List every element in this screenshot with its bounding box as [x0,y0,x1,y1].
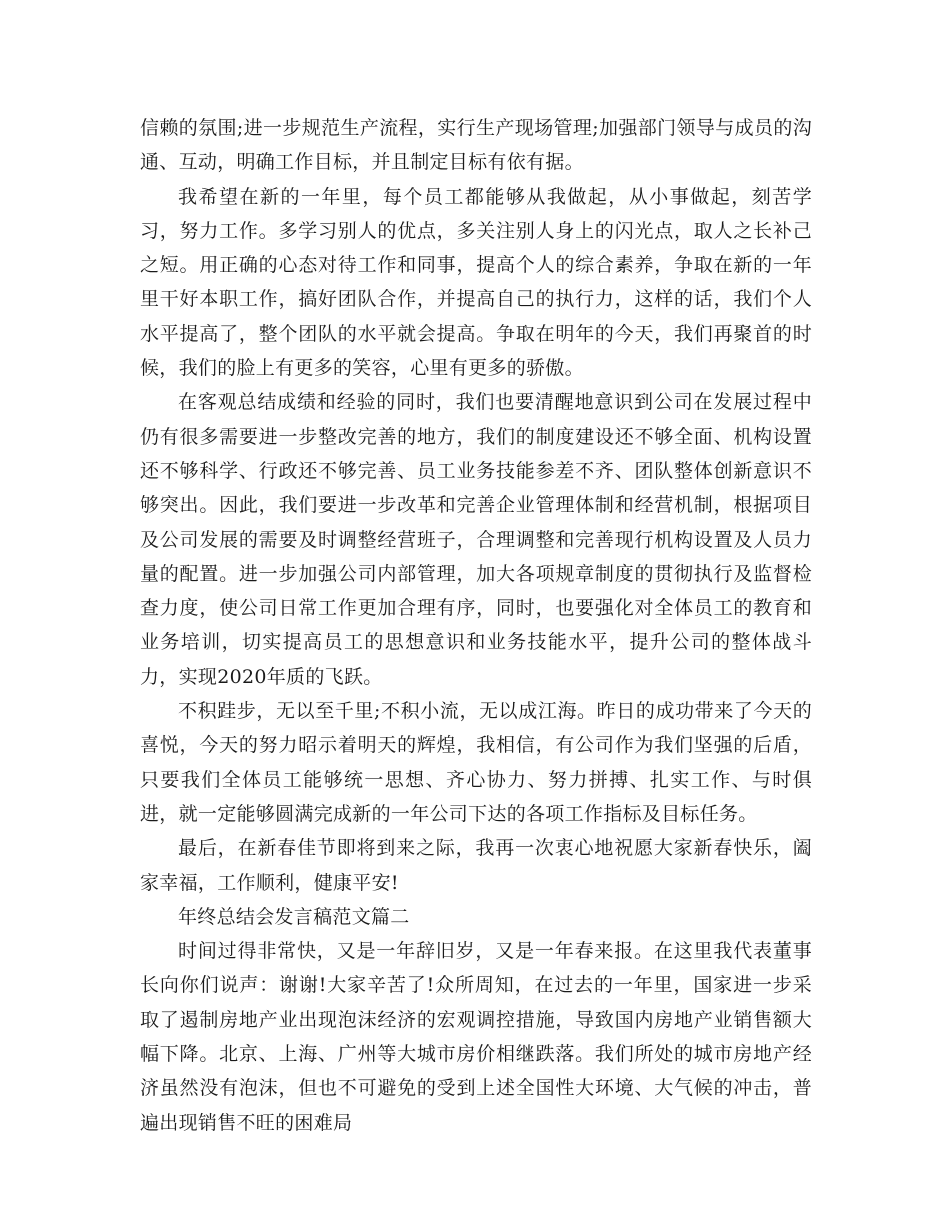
section-heading: 年终总结会发言稿范文篇二 [178,905,410,928]
paragraph-closing-wishes: 最后，在新春佳节即将到来之际，我再一次衷心地祝愿大家新春快乐，阖家幸福，工作顺利，健康平安! [140,837,812,894]
paragraph-hope: 我希望在新的一年里，每个员工都能够从我做起，从小事做起，刻苦学习，努力工作。多学习别人的优点，多关注别人身上的闪光点，取人之长补己之短。用正确的心态对待工作和同事，提高个人的综合素养，争取在新的一年里干好本职工作，搞好团队合作，并提高自己的执行力，这样的话，我们个人水平提高了，整个团队的水平就会提高。争取在明年的今天，我们再聚首的时候，我们的脸上有更多的笑容，心里有更多的骄傲。 [140,185,812,380]
paragraph-continued: 信赖的氛围;进一步规范生产流程，实行生产现场管理;加强部门领导与成员的沟通、互动，明确工作目标，并且制定目标有依有据。 [140,117,812,174]
paragraph-second-speech: 时间过得非常快，又是一年辞旧岁，又是一年春来报。在这里我代表董事长向你们说声：谢谢!大家辛苦了!众所周知，在过去的一年里，国家进一步采取了遏制房地产业出现泡沫经济的宏观调控措施，导致国内房地产业销售额大幅下降。北京、上海、广州等大城市房价相继跌落。我们所处的城市房地产经济虽然没有泡沫，但也不可避免的受到上述全国性大环境、大气候的冲击，普遍出现销售不旺的困难局 [140,940,812,1134]
paragraph-improvement: 在客观总结成绩和经验的同时，我们也要清醒地意识到公司在发展过程中仍有很多需要进一步整改完善的地方，我们的制度建设还不够全面、机构设置还不够科学、行政还不够完善、员工业务技能参差不齐、团队整体创新意识不够突出。因此，我们要进一步改革和完善企业管理体制和经营机制，根据项目及公司发展的需要及时调整经营班子，合理调整和完善现行机构设置及人员力量的配置。进一步加强公司内部管理，加大各项规章制度的贯彻执行及监督检查力度，使公司日常工作更加合理有序，同时，也要强化对全体员工的教育和业务培训，切实提高员工的思想意识和业务技能水平，提升公司的整体战斗力，实现2020年质的飞跃。 [140,391,812,688]
paragraph-encouragement: 不积跬步，无以至千里;不积小流，无以成江海。昨日的成功带来了今天的喜悦，今天的努力昭示着明天的辉煌，我相信，有公司作为我们坚强的后盾，只要我们全体员工能够统一思想、齐心协力、努力拼搏、扎实工作、与时俱进，就一定能够圆满完成新的一年公司下达的各项工作指标及目标任务。 [140,700,812,825]
document-body [140,111,812,1140]
